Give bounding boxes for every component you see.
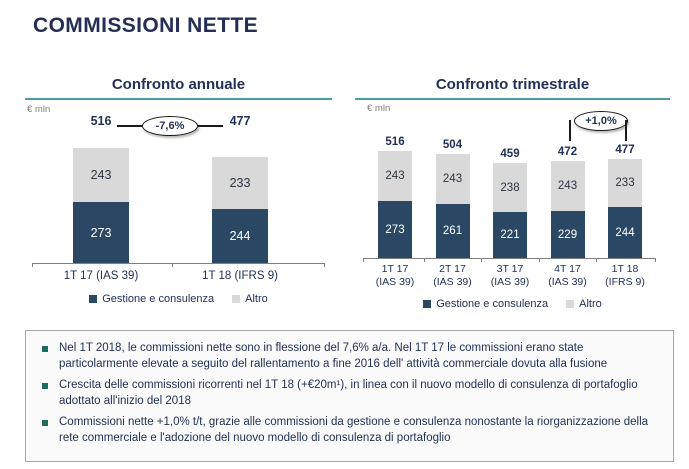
legend-swatch-icon [566, 300, 574, 308]
legend-item [232, 293, 268, 305]
annual-chart-title: Confronto annuale [25, 74, 332, 100]
bullet-square-icon [42, 420, 48, 426]
bar-segment-altro: 233 [212, 157, 268, 209]
x-axis-label: 1T 18 (IFRS 9) [605, 263, 645, 289]
x-axis-tick [539, 258, 540, 262]
bar-segment-gestione: 221 [493, 212, 527, 258]
bar-segment-altro: 238 [493, 163, 527, 212]
bar-segment-altro: 243 [73, 148, 129, 202]
bar-total-label: 472 [557, 146, 578, 158]
x-axis-tick [481, 258, 482, 262]
bullet-square-icon [42, 346, 48, 352]
legend-label: Gestione e consulenza [436, 298, 549, 310]
bar-segment-altro: 243 [378, 151, 412, 201]
x-axis [32, 263, 325, 264]
bar-stack [493, 147, 527, 258]
x-axis-label: 1T 18 (IFRS 9) [202, 270, 278, 282]
x-axis-label: 4T 17 (IAS 39) [548, 263, 587, 289]
x-axis [363, 258, 656, 259]
x-axis-tick [32, 263, 33, 267]
x-axis-tick [596, 258, 597, 262]
chart-legend [25, 293, 332, 305]
bar-segment-gestione: 244 [212, 209, 268, 263]
legend-label: Gestione e consulenza [102, 293, 215, 305]
bar-segment-gestione: 229 [551, 211, 585, 258]
connector-line [117, 125, 142, 127]
note-bullet [42, 378, 659, 409]
quarterly-unit-label: € mln [367, 103, 391, 114]
connector-line [569, 120, 571, 141]
bar-segment-gestione: 273 [73, 202, 129, 263]
annual-chart-panel [25, 74, 332, 326]
x-axis-label: 1T 17 (IAS 39) [63, 270, 139, 282]
legend-item [423, 298, 548, 310]
bar-total-label: 459 [500, 148, 520, 160]
legend-label: Altro [579, 298, 602, 310]
legend-item [566, 298, 602, 310]
x-axis-label: 2T 17 (IAS 39) [433, 263, 472, 289]
quarterly-chart-title: Confronto trimestrale [355, 74, 670, 100]
bar-total-label: 516 [385, 136, 405, 148]
bullet-square-icon [42, 383, 48, 389]
note-bullet [42, 415, 659, 446]
quarterly-chart-panel [355, 74, 670, 326]
chart-legend [355, 298, 670, 310]
bar-segment-gestione: 244 [608, 207, 642, 258]
connector-line [625, 120, 627, 141]
bar-total-label: 516 [90, 114, 112, 128]
x-axis-tick [172, 263, 173, 267]
connector-line [198, 125, 223, 127]
note-bullet [42, 341, 659, 372]
bar-segment-altro: 243 [551, 161, 585, 211]
legend-swatch-icon [423, 300, 431, 308]
x-axis-tick [363, 258, 364, 262]
bar-segment-gestione: 273 [378, 201, 412, 258]
x-axis-label: 3T 17 (IAS 39) [490, 263, 530, 289]
bar-total-label: 477 [615, 144, 635, 156]
note-text: Commissioni nette +1,0% t/t, grazie alle commissioni da gestione e consulenza nonostante la riorganizzazione della rete commerciale e l'adozione del nuovo modello di consulenza di portafoglio [59, 416, 649, 444]
bar-stack [608, 143, 642, 258]
x-axis-tick [655, 258, 656, 262]
legend-swatch-icon [89, 295, 97, 303]
bar-segment-altro: 233 [608, 159, 642, 207]
bar-stack [212, 157, 268, 263]
note-text: Nel 1T 2018, le commissioni nette sono in flessione del 7,6% a/a. Nel 1T 17 le commissioni erano state particolarmente elevate a seguito del rallentamento a fine 2016 dell' attività commerciale dovuta alla fusione [59, 342, 608, 370]
legend-label: Altro [245, 293, 268, 305]
notes-list [42, 341, 659, 446]
x-axis-label: 1T 17 (IAS 39) [375, 263, 415, 289]
legend-swatch-icon [232, 295, 240, 303]
bar-stack [378, 135, 412, 258]
bar-segment-altro: 243 [436, 154, 470, 204]
note-text: Crescita delle commissioni ricorrenti nel 1T 18 (+€20m¹), in linea con il nuovo modello di consulenza di portafoglio adottato all'inizio del 2018 [59, 379, 638, 407]
x-axis-tick [324, 263, 325, 267]
bar-stack [436, 138, 470, 258]
bar-total-label: 477 [229, 114, 251, 128]
annual-unit-label: € mln [27, 104, 51, 115]
legend-item [89, 293, 214, 305]
notes-box [25, 330, 674, 462]
annotation-oval: +1,0% [574, 111, 628, 131]
annotation-oval: -7,6% [142, 116, 198, 136]
bar-segment-gestione: 261 [436, 204, 470, 258]
bar-total-label: 504 [442, 139, 463, 151]
x-axis-tick [424, 258, 425, 262]
page-title: COMMISSIONI NETTE [33, 14, 258, 37]
bar-stack [551, 145, 585, 258]
bar-stack [73, 148, 129, 263]
